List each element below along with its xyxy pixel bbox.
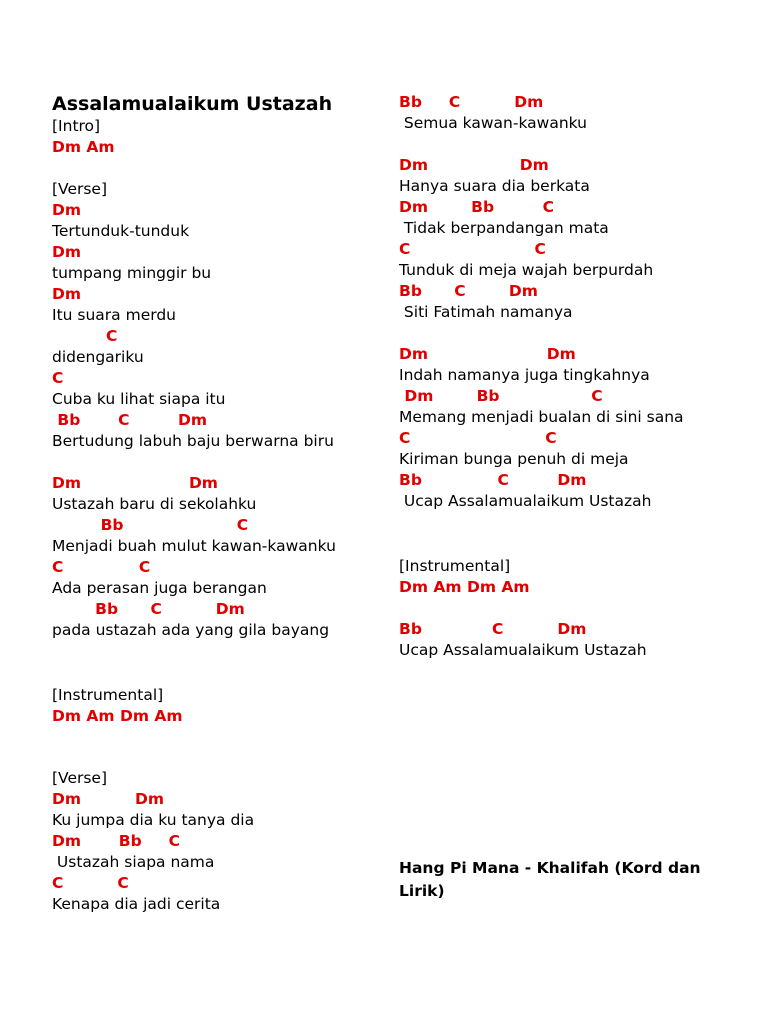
chord-line: Bb C Dm (399, 282, 538, 300)
lyric-line: Ada perasan juga berangan (52, 579, 267, 597)
lyric-line: Hanya suara dia berkata (399, 177, 590, 195)
chord-line: C C (399, 429, 557, 447)
lyric-line: Ustazah baru di sekolahku (52, 495, 257, 513)
chord-line: Bb C Dm (399, 471, 587, 489)
chord-line: Bb C (52, 516, 249, 534)
section-label: [Intro] (52, 117, 101, 135)
lyric-line: Menjadi buah mulut kawan-kawanku (52, 537, 336, 555)
chord-line: Dm Am (52, 138, 115, 156)
chord-line: Dm Bb C (52, 832, 181, 850)
lyric-line: Tunduk di meja wajah berpurdah (399, 261, 654, 279)
chord-line: Dm Dm (399, 156, 549, 174)
lyric-line: Tertunduk-tunduk (52, 222, 190, 240)
chord-line: Dm Bb C (399, 198, 555, 216)
chord-line: C (52, 369, 64, 387)
chord-line: Bb C Dm (399, 620, 587, 638)
chord-line: Bb C Dm (52, 600, 245, 618)
chord-line: Dm (52, 285, 82, 303)
section-label: [Verse] (52, 180, 108, 198)
lyric-line: Cuba ku lihat siapa itu (52, 390, 226, 408)
lyric-line: Siti Fatimah namanya (399, 303, 573, 321)
lyric-line: Kiriman bunga penuh di meja (399, 450, 629, 468)
chord-line: Dm Dm (399, 345, 576, 363)
lyric-line: Kenapa dia jadi cerita (52, 895, 221, 913)
lyric-line: Ustazah siapa nama (52, 853, 215, 871)
lyric-line: Ku jumpa dia ku tanya dia (52, 811, 255, 829)
lyric-line: Semua kawan-kawanku (399, 114, 587, 132)
section-label: [Instrumental] (52, 686, 164, 704)
lyric-line: Memang menjadi bualan di sini sana (399, 408, 684, 426)
lyric-line: Ucap Assalamualaikum Ustazah (399, 492, 652, 510)
lyric-line: Ucap Assalamualaikum Ustazah (399, 641, 647, 659)
lyric-line: tumpang minggir bu (52, 264, 212, 282)
section-label: [Verse] (52, 769, 108, 787)
chord-line: Dm Dm (52, 790, 164, 808)
chord-line: Dm Am Dm Am (399, 578, 530, 596)
footer-link-title: Hang Pi Mana - Khalifah (Kord dan Lirik) (399, 859, 701, 900)
lyric-line: Indah namanya juga tingkahnya (399, 366, 650, 384)
lyric-line: Tidak berpandangan mata (399, 219, 609, 237)
chord-line: Dm Bb C (399, 387, 603, 405)
section-label: [Instrumental] (399, 557, 511, 575)
chord-line: C C (399, 240, 546, 258)
chord-line: Bb C Dm (52, 411, 208, 429)
chord-line: C (52, 327, 118, 345)
chord-line: Bb C Dm (399, 93, 544, 111)
song-title: Assalamualaikum Ustazah (52, 93, 333, 115)
chord-line: Dm Dm (52, 474, 218, 492)
chord-line: C C (52, 874, 129, 892)
lyric-line: pada ustazah ada yang gila bayang (52, 621, 330, 639)
lyric-line: didengariku (52, 348, 144, 366)
chord-line: Dm (52, 201, 82, 219)
lyric-line: Bertudung labuh baju berwarna biru (52, 432, 334, 450)
chord-line: C C (52, 558, 151, 576)
chord-line: Dm (52, 243, 82, 261)
lyric-line: Itu suara merdu (52, 306, 176, 324)
chord-line: Dm Am Dm Am (52, 707, 183, 725)
